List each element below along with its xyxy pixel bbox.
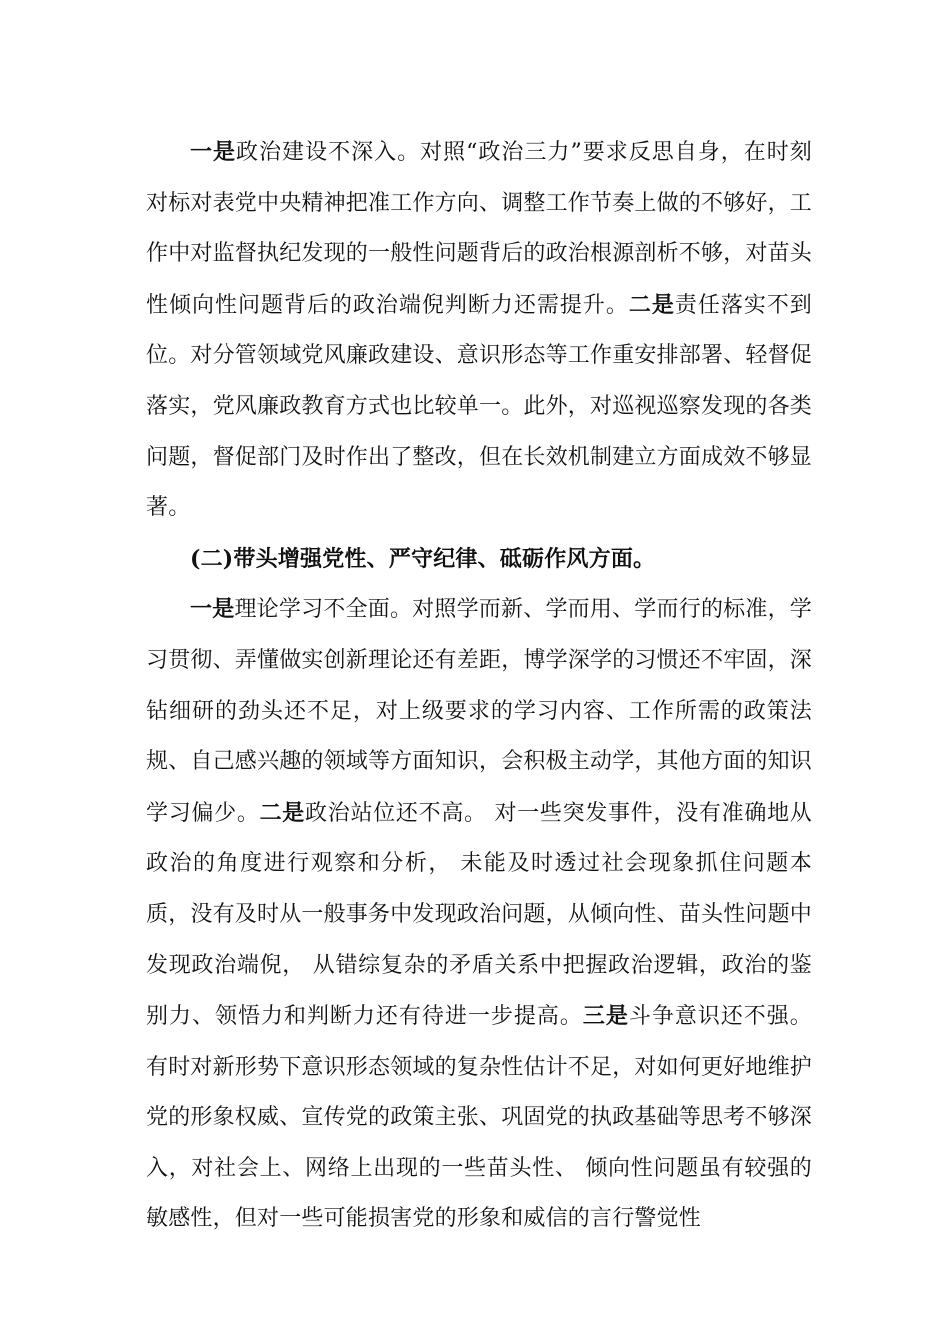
paragraph-political-building (146, 127, 812, 534)
bold-lead-1: 一是 (190, 139, 237, 165)
bold-lead-2: 二是 (259, 799, 306, 826)
document-body (146, 127, 812, 1245)
bold-lead-2: 二是 (628, 291, 675, 318)
text-segment: 政治站位还不高。 对一些突发事件，没有准确地从政治的角度进行观察和分析， 未能及时透过社会现象抓住问题本质，没有及时从一般事务中发现政治问题，从倾向性、苗头性问题中发现政治端倪， 从错综复杂的矛盾关系中把握政治逻辑，政治的鉴别力、领悟力和判断力还有待进一步提高。 (146, 800, 813, 1030)
bold-lead-3: 三是 (582, 1003, 629, 1030)
bold-lead-1: 一是 (190, 596, 235, 623)
text-segment: 责任落实不到位。对分管领域党风廉政建设、意识形态等工作重安排部署、轻督促落实，党风廉政教育方式也比较单一。此外，对巡视巡察发现的各类问题，督促部门及时作出了整改，但在长效机制建立方面成效不够显著。 (146, 292, 813, 521)
text-segment: 理论学习不全面。对照学而新、学而用、学而行的标准，学习贯彻、弄懂做实创新理论还有差距，博学深学的习惯还不牢固，深钻细研的劲头还不足，对上级要求的学习内容、工作所需的政策法规、自己感兴趣的领域等方面知识，会积极主动学，其他方面的知识学习偏少。 (146, 597, 813, 826)
text-segment: 斗争意识还不强。有时对新形势下意识形态领域的复杂性估计不足，对如何更好地维护党的形象权威、宣传党的政策主张、巩固党的执政基础等思考不够深入，对社会上、网络上出现的一些苗头性、 倾向性问题虽有较强的敏感性，但对一些可能损害党的形象和威信的言行警觉性 (146, 1004, 813, 1232)
text-segment: 政治建设不深入。对照“政治三力”要求反思自身，在时刻对标对表党中央精神把准工作方向、调整工作节奏上做的不够好，工作中对监督执纪发现的一般性问题背后的政治根源剖析不够，对苗头性倾向性问题背后的政治端倪判断力还需提升。 (146, 140, 813, 318)
paragraph-theory-study (146, 584, 812, 1245)
section-heading: (二)带头增强党性、严守纪律、砥砺作风方面。 (190, 545, 656, 572)
